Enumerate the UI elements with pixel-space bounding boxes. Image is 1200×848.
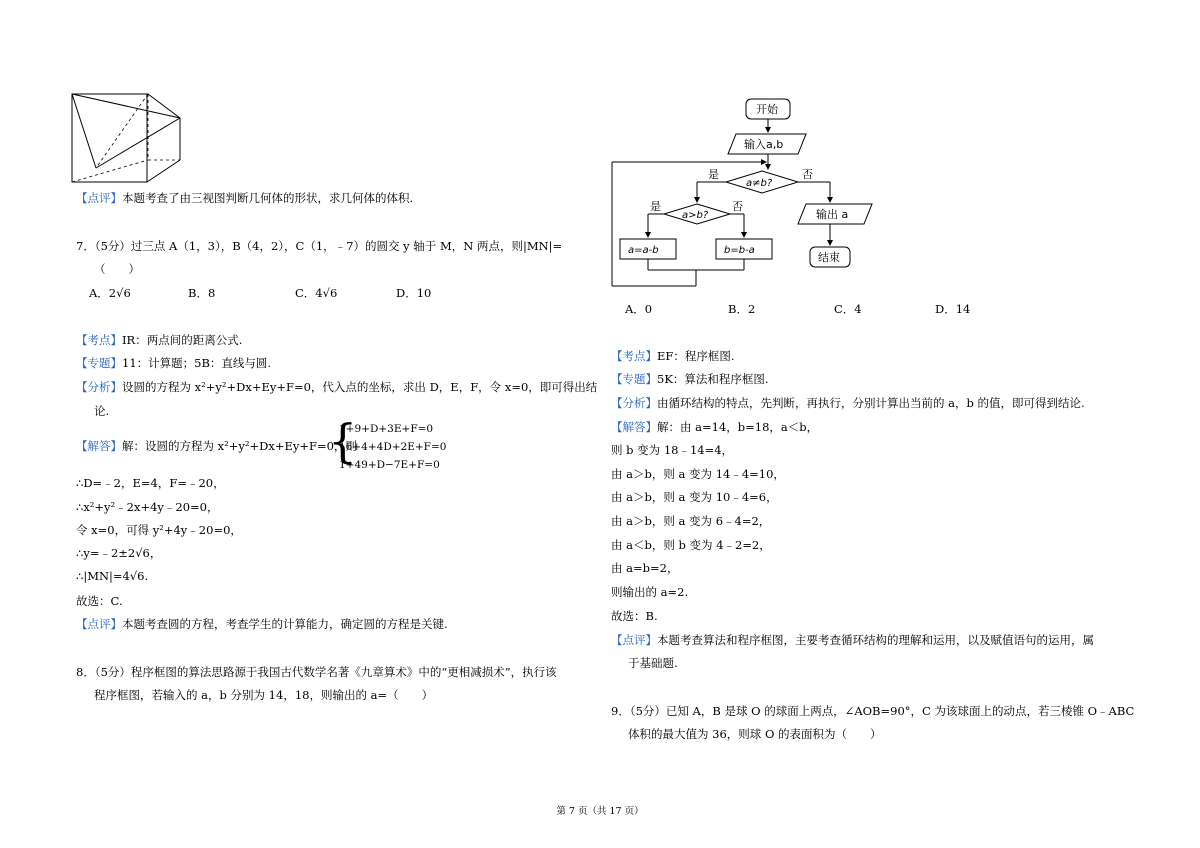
q8-stem-cont: 程序框图，若输入的 a，b 分别为 14，18，则输出的 a=（ ） — [94, 688, 434, 702]
q7-step-3: 令 x=0，可得 y²+4y﹣20=0， — [76, 523, 242, 537]
kaodian-tag: 【考点】 — [611, 349, 657, 363]
q9-stem-cont: 体积的最大值为 36，则球 O 的表面积为（ ） — [628, 727, 882, 741]
q8-jieda — [611, 420, 818, 434]
q7-option-d: D．10 — [396, 286, 432, 300]
flow-cond1: a≠b? — [746, 178, 773, 189]
q8-step-2: 由 a＞b，则 a 变为 14﹣4=10， — [611, 467, 785, 481]
q7-step-5: ∴|MN|=4√6. — [76, 569, 149, 583]
review-text: 本题考查圆的方程，考查学生的计算能力，确定圆的方程是关键. — [122, 617, 448, 631]
q8-stem: 8．（5分）程序框图的算法思路源于我国古代数学名著《九章算术》中的“更相减损术”，执行该 — [76, 665, 557, 679]
flow-end: 结束 — [818, 251, 840, 264]
zhuanti-tag: 【专题】 — [611, 372, 657, 386]
q7-step-6: 故选：C. — [76, 594, 123, 608]
q8-fenxi — [611, 396, 1085, 410]
equation-brace: { — [328, 414, 358, 468]
q8-kaodian — [611, 349, 735, 363]
q8-option-c: C．4 — [834, 302, 862, 316]
fenxi-tag: 【分析】 — [76, 380, 122, 394]
zhuanti-tag: 【专题】 — [76, 356, 122, 370]
flow-yes1: 是 — [708, 168, 719, 181]
q7-option-c: C．4√6 — [295, 286, 338, 300]
flowchart — [610, 94, 890, 294]
page-footer: 第 7 页（共 17 页） — [556, 806, 644, 817]
flow-input: 输入a,b — [744, 138, 784, 151]
jieda-text: 解：设圆的方程为 x²+y²+Dx+Ey+F=0，则 — [122, 439, 357, 453]
review-tag: 【点评】 — [611, 633, 657, 647]
q7-stem-paren: （ ） — [94, 262, 140, 276]
kaodian-text: IR：两点间的距离公式. — [122, 333, 243, 347]
q7-step-2: ∴x²+y²﹣2x+4y﹣20=0， — [76, 500, 219, 514]
q8-step-1: 则 b 变为 18﹣14=4， — [611, 443, 734, 457]
q7-fenxi — [76, 380, 597, 394]
q8-step-7: 则输出的 a=2. — [611, 585, 689, 599]
q7-step-1: ∴D=﹣2，E=4，F=﹣20， — [76, 476, 225, 490]
review-text: 本题考查算法和程序框图，主要考查循环结构的理解和运用，以及赋值语句的运用，属 — [657, 633, 1094, 647]
fenxi-tag: 【分析】 — [611, 396, 657, 410]
review-tag: 【点评】 — [76, 191, 122, 205]
q7-option-a: A．2√6 — [89, 286, 131, 300]
q7-zhuanti — [76, 356, 271, 370]
flow-no1: 否 — [802, 168, 813, 181]
kaodian-text: EF：程序框图. — [657, 349, 735, 363]
jieda-tag: 【解答】 — [76, 439, 122, 453]
flow-cond2: a>b? — [682, 210, 709, 221]
review-tag: 【点评】 — [76, 617, 122, 631]
flow-start: 开始 — [756, 103, 778, 116]
flow-yes2: 是 — [650, 200, 661, 213]
equation-1: 1+9+D+3E+F=0 — [339, 423, 434, 435]
solid-figure — [66, 88, 184, 188]
q8-step-4: 由 a＞b，则 a 变为 6﹣4=2， — [611, 514, 771, 528]
q8-step-5: 由 a＜b，则 b 变为 4﹣2=2， — [611, 538, 771, 552]
q7-kaodian — [76, 333, 242, 347]
zhuanti-text: 5K：算法和程序框图. — [657, 372, 769, 386]
q8-option-a: A．0 — [625, 302, 653, 316]
q7-review — [76, 617, 448, 631]
q8-option-b: B．2 — [728, 302, 756, 316]
q7-stem: 7．（5分）过三点 A（1，3），B（4，2），C（1，﹣7）的圆交 y 轴于 M，N 两点，则|MN|= — [76, 239, 563, 253]
equation-3: 1+49+D−7E+F=0 — [339, 459, 440, 471]
q8-zhuanti — [611, 372, 769, 386]
zhuanti-text: 11：计算题；5B：直线与圆. — [122, 356, 272, 370]
jieda-tag: 【解答】 — [611, 420, 657, 434]
flow-assign-b: b=b-a — [724, 245, 755, 256]
q8-step-6: 由 a=b=2， — [611, 561, 679, 575]
q9-stem: 9．（5分）已知 A，B 是球 O 的球面上两点，∠AOB=90°，C 为该球面上的动点，若三棱锥 O﹣ABC — [611, 704, 1135, 718]
q7-step-4: ∴y=﹣2±2√6， — [76, 546, 162, 560]
flow-assign-a: a=a-b — [628, 245, 659, 256]
q8-review — [611, 633, 1094, 647]
q8-step-3: 由 a＞b，则 a 变为 10﹣4=6， — [611, 490, 778, 504]
equation-2: 16+4+4D+2E+F=0 — [339, 441, 447, 453]
q8-option-d: D．14 — [935, 302, 971, 316]
q7-jieda — [76, 439, 357, 453]
review-1 — [76, 191, 413, 205]
review-text: 本题考查了由三视图判断几何体的形状，求几何体的体积. — [122, 191, 414, 205]
q8-step-8: 故选：B. — [611, 609, 658, 623]
fenxi-text: 设圆的方程为 x²+y²+Dx+Ey+F=0，代入点的坐标，求出 D，E，F，令 x=0，即可得出结 — [122, 380, 598, 394]
q7-option-b: B．8 — [188, 286, 216, 300]
q7-fenxi-cont: 论. — [94, 404, 110, 418]
flow-output: 输出 a — [816, 208, 849, 221]
flow-no2: 否 — [732, 200, 743, 213]
jieda-text: 解：由 a=14，b=18，a＜b， — [657, 420, 819, 434]
q8-review-cont: 于基础题. — [628, 656, 678, 670]
fenxi-text: 由循环结构的特点，先判断，再执行，分别计算出当前的 a，b 的值，即可得到结论. — [657, 396, 1085, 410]
kaodian-tag: 【考点】 — [76, 333, 122, 347]
